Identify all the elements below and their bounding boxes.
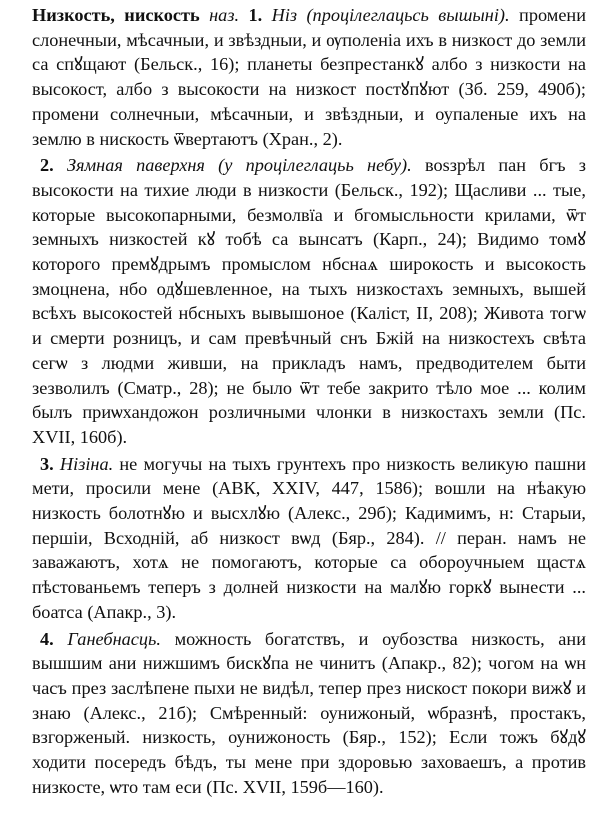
sense-gloss: Зямная паверхня (у процілеглацьь небу). (66, 155, 412, 176)
sense-text: воѕзрѣл пан бгъ з высокости на тихие люди в низкости (Бельск., 192); Щасливи ... тые, которые высокопарными, безмолвїа и бгомысльности крилами, ѿт земныхъ низкостей кꙋ тобѣ са вынсатъ (Карп., 24); Видимо томꙋ которого премꙋдрымъ промыслом нбснаѧ широкость и высокость змоцнена, нбо одꙋшевленное, на тыхъ низкостахъ земныхъ, вышей всѣхъ высокостей нбсныхъ вывышоное (Каліст, II, 208); Живота тогѡ и смерти розницъ, и сам превѣчный снъ Бжій на низкостехъ свѣта сегѡ з людми живши, на прикладъ намъ, предводителем быти зезволилъ (Сматр., 28); не было ѿт тебе закрито тѣло мое ... колим былъ приѡхандожон розличными члонки в низкостахъ земли (Пс. XVII, 160б). (32, 155, 586, 447)
sense-text: промени слонечныи, мѣсачныи, и звѣздныи, и ѹполеніа ихъ в низкост до земли са спꙋщают (Бельск., 16); планеты безпрестанкꙋ албо з низкости на высокост, албо з высокости на низкост постꙋпꙋют (Зб. 259, 490б); промени солнечныи, мѣсачныи, и звѣздныи, и оупаленые ихъ на землю в нискость ѿвертаютъ (Хран., 2). (32, 5, 586, 149)
sense-text: не могучы на тыхъ грунтехъ про низкость великую пашни мети, просили мене (АВК, XXIV, 447, 1586); вошли на нѣакую низкость болотнꙋю и высхлꙋю (Алекс., 29б); Кадимимъ, н: Старыи, першіи, Всходній, аб низкост вѡд (Бяр., 284). // перан. намъ не заважаютъ, хотѧ не помогаютъ, которые са обороучныем щастѧ пѣстованьемъ теперъ з долней низкости на малꙋю горкꙋ вынести ... боатса (Апакр., 3). (32, 453, 587, 622)
headword: Низкость, нискость (32, 5, 200, 25)
sense-gloss: Нізіна. (59, 453, 114, 474)
part-of-speech: наз. (209, 5, 240, 25)
sense-gloss: Ніз (процілеглацьсь вышыні). (271, 5, 510, 25)
sense-number: 1. (248, 5, 263, 25)
sense-text: можность богатствъ, и оубозства низкость, ани вышшим ани нижшимъ бискꙋпа не чинитъ (Апакр., 82); чогом на ѡн часъ през заслѣпене пыхи не видѣл, тепер през нискост покори вижꙋ и знаю (Алекс., 21б); Смѣренный: оунижоный, ѡбразнѣ, простакъ, взгорженый. низкость, оунижоность (Бяр., 152); Если тожъ бꙋдꙋ ходити посередъ бѣдъ, ты мене при здоровью заховаешъ, а против низкосте, ѡто там еси (Пс. XVII, 159б—160). (32, 628, 586, 797)
sense-2 (32, 153, 586, 449)
sense-number: 2. (40, 155, 54, 176)
sense-gloss: Ганебнасць. (67, 628, 161, 649)
sense-3 (32, 452, 586, 625)
sense-number: 4. (40, 628, 54, 649)
sense-1 (32, 3, 586, 151)
sense-number: 3. (40, 453, 54, 474)
sense-4 (32, 627, 586, 800)
